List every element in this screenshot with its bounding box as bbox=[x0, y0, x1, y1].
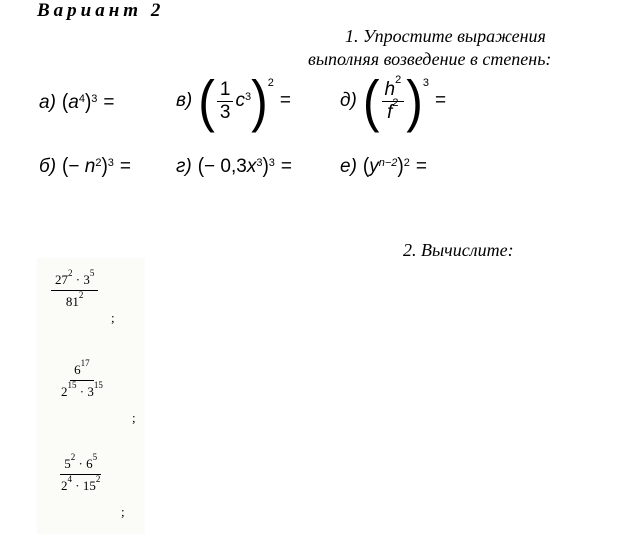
denominator-exponent: 15 bbox=[67, 379, 77, 390]
close-paren: ) bbox=[251, 68, 268, 134]
fraction-denominator bbox=[62, 291, 88, 310]
denominator-term: 2 bbox=[61, 384, 68, 399]
fraction bbox=[217, 80, 234, 123]
close-paren: ) bbox=[84, 90, 92, 114]
numerator-term: 5 bbox=[64, 456, 71, 471]
exercise-label: б) bbox=[39, 156, 57, 177]
separator: ; bbox=[121, 504, 125, 519]
open-paren: ( bbox=[362, 68, 380, 134]
equals-sign: = bbox=[434, 90, 447, 111]
equals-sign: = bbox=[280, 156, 293, 177]
denominator-exponent: 4 bbox=[67, 473, 72, 484]
numerator-exponent: 5 bbox=[89, 267, 95, 278]
open-paren: ( bbox=[61, 90, 69, 114]
variant-heading: Вариант 2 bbox=[37, 0, 165, 21]
equals-sign: = bbox=[103, 92, 115, 113]
exercise-label: а) bbox=[39, 92, 56, 113]
variable: y bbox=[369, 156, 379, 177]
numerator-term: · 6 bbox=[75, 456, 93, 471]
denominator-exponent: 2 bbox=[392, 97, 399, 110]
exercise-label: г) bbox=[176, 156, 192, 177]
minus-sign: − bbox=[68, 156, 80, 177]
numerator-exponent: 2 bbox=[68, 267, 73, 278]
exercise-label: в) bbox=[176, 90, 193, 111]
numerator-exponent: 2 bbox=[395, 74, 402, 87]
equals-sign: = bbox=[119, 156, 131, 177]
close-paren: ) bbox=[101, 154, 108, 178]
denominator-exponent: 2 bbox=[95, 473, 101, 484]
task2-title: 2. Вычислите: bbox=[403, 240, 514, 260]
denominator-exponent: 2 bbox=[78, 289, 84, 300]
denominator-term: 81 bbox=[65, 294, 79, 309]
fraction bbox=[382, 74, 405, 123]
separator: ; bbox=[111, 310, 115, 325]
exercise-v: в) ( $\frac{1}{3}$ c $^3$ ) $^2$ = bbox=[176, 68, 291, 134]
numerator-variable: h bbox=[384, 78, 396, 100]
open-paren: ( bbox=[197, 154, 205, 178]
compute-fraction-3 bbox=[57, 451, 104, 494]
open-paren: ( bbox=[362, 154, 370, 178]
coefficient: − 0,3 bbox=[204, 156, 247, 177]
open-paren: ( bbox=[198, 68, 215, 134]
exercise-d: д) ( $\frac{h^2}{f^2}$ ) $^3$ = bbox=[340, 68, 447, 134]
equals-sign: = bbox=[279, 90, 291, 111]
denominator-term: · 15 bbox=[72, 478, 96, 493]
numerator-exponent: 2 bbox=[70, 451, 76, 462]
denominator-term: · 3 bbox=[76, 384, 94, 399]
compute-fraction-2 bbox=[57, 357, 107, 400]
numerator-exponent: 5 bbox=[92, 451, 98, 462]
fraction-numerator bbox=[51, 267, 98, 291]
exercise-label: д) bbox=[340, 90, 357, 111]
fraction-numerator bbox=[60, 451, 101, 475]
fraction-denominator bbox=[57, 475, 104, 494]
compute-fraction-1 bbox=[51, 267, 98, 310]
open-paren: ( bbox=[62, 154, 69, 178]
exercise-g: г) ( − 0,3 x $^3$ ) $^3$ = bbox=[176, 154, 293, 178]
variable: c bbox=[235, 90, 245, 111]
close-paren: ) bbox=[397, 154, 404, 178]
fraction-denominator bbox=[57, 381, 107, 400]
denominator-term: 2 bbox=[61, 478, 68, 493]
exercise-a: а) ( a $^4$ ) $^3$ = bbox=[39, 90, 115, 114]
equals-sign: = bbox=[415, 156, 427, 177]
fraction-denominator: 3 bbox=[219, 101, 231, 123]
base-variable: a bbox=[68, 92, 79, 113]
task1-title-line1: 1. Упростите выражения bbox=[345, 26, 546, 46]
numerator-term: 27 bbox=[55, 272, 68, 287]
numerator-exponent: 17 bbox=[80, 357, 90, 368]
numerator-term: · 3 bbox=[72, 272, 90, 287]
variable: n bbox=[84, 156, 96, 177]
task1-title-line2: выполняя возведение в степень: bbox=[308, 49, 552, 69]
variable: x bbox=[246, 156, 257, 177]
exercise-e: е) ( y $^{n-2}$ ) $^2$ = bbox=[340, 154, 427, 178]
exercise-label: е) bbox=[340, 156, 357, 177]
separator: ; bbox=[132, 410, 136, 425]
fraction-numerator bbox=[70, 357, 94, 381]
exercise-b: б) ( − n $^2$ ) $^3$ = bbox=[39, 154, 131, 178]
denominator-exponent: 15 bbox=[93, 379, 103, 390]
close-paren: ) bbox=[406, 68, 423, 134]
fraction-numerator: 1 bbox=[217, 80, 234, 102]
fraction-denominator bbox=[384, 97, 401, 123]
denominator-variable: f bbox=[387, 101, 393, 123]
close-paren: ) bbox=[262, 154, 269, 178]
computation-panel bbox=[37, 258, 145, 534]
numerator-term: 6 bbox=[74, 362, 81, 377]
